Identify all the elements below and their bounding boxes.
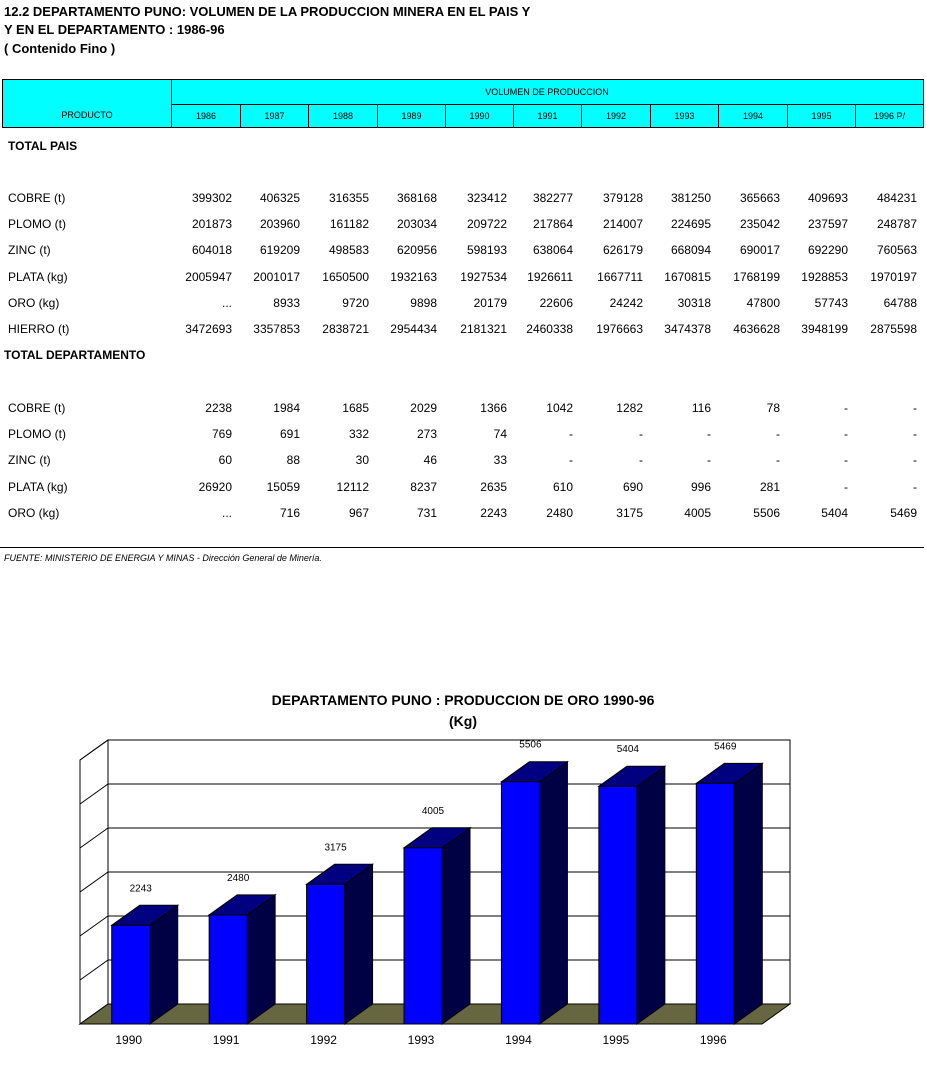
cell-value: 281 bbox=[759, 480, 780, 494]
cell-value: 237597 bbox=[807, 217, 848, 231]
cell-value: 1042 bbox=[546, 401, 573, 415]
cell-value: 1926611 bbox=[527, 270, 573, 284]
cell-value: 5469 bbox=[890, 506, 917, 520]
section-total-pais: TOTAL PAIS bbox=[8, 139, 78, 153]
bar-side bbox=[539, 762, 567, 1024]
cell-value: 638064 bbox=[532, 243, 573, 257]
cell-value: 1768199 bbox=[733, 270, 780, 284]
cell-value: 12112 bbox=[336, 480, 369, 494]
cell-value: 203034 bbox=[396, 217, 437, 231]
bar bbox=[599, 786, 637, 1024]
cell-value: 33 bbox=[493, 453, 507, 467]
cell-value: 690017 bbox=[739, 243, 780, 257]
bar-side bbox=[734, 763, 762, 1024]
cell-value: - bbox=[707, 427, 711, 441]
row-label: PLOMO (t) bbox=[8, 427, 67, 441]
cell-value: 30 bbox=[355, 453, 369, 467]
cell-value: 9898 bbox=[410, 296, 437, 310]
cell-value: 20179 bbox=[473, 296, 507, 310]
cell-value: 690 bbox=[622, 480, 643, 494]
bar-side bbox=[637, 766, 665, 1024]
cell-value: 161182 bbox=[329, 217, 369, 231]
cell-value: 3948199 bbox=[801, 322, 848, 336]
row-label: PLATA (kg) bbox=[8, 270, 68, 284]
cell-value: - bbox=[844, 453, 848, 467]
cell-value: 2460338 bbox=[526, 322, 573, 336]
cell-value: 2875598 bbox=[870, 322, 917, 336]
cell-value: 2238 bbox=[205, 401, 232, 415]
x-tick-label: 1995 bbox=[602, 1033, 630, 1047]
cell-value: 8237 bbox=[410, 480, 437, 494]
cell-value: 57743 bbox=[814, 296, 848, 310]
data-label: 5506 bbox=[519, 739, 542, 751]
cell-value: 399302 bbox=[191, 191, 232, 205]
bar bbox=[209, 915, 247, 1024]
cell-value: - bbox=[569, 427, 573, 441]
cell-value: 217864 bbox=[532, 217, 573, 231]
cell-value: 409693 bbox=[807, 191, 848, 205]
data-label: 2243 bbox=[129, 883, 152, 895]
cell-value: 382277 bbox=[532, 191, 573, 205]
bar bbox=[501, 782, 539, 1024]
row-label: HIERRO (t) bbox=[8, 322, 70, 336]
cell-value: 9720 bbox=[342, 296, 369, 310]
cell-value: 2005947 bbox=[185, 270, 232, 284]
cell-value: 8933 bbox=[273, 296, 300, 310]
cell-value: 2181321 bbox=[460, 322, 507, 336]
cell-value: 381250 bbox=[670, 191, 711, 205]
cell-value: 2001017 bbox=[253, 270, 300, 284]
cell-value: 30318 bbox=[677, 296, 711, 310]
year-header: 1996 P/ bbox=[855, 105, 923, 127]
cell-value: 3474378 bbox=[664, 322, 711, 336]
year-header: 1993 bbox=[650, 105, 718, 127]
cell-value: 235042 bbox=[739, 217, 780, 231]
cell-value: 1366 bbox=[480, 401, 507, 415]
row-label: PLOMO (t) bbox=[8, 217, 67, 231]
cell-value: 1927534 bbox=[460, 270, 507, 284]
cell-value: 406325 bbox=[259, 191, 300, 205]
year-header: 1987 bbox=[240, 105, 308, 127]
cell-value: 214007 bbox=[602, 217, 643, 231]
cell-value: 626179 bbox=[602, 243, 643, 257]
cell-value: 619209 bbox=[259, 243, 300, 257]
row-label: COBRE (t) bbox=[8, 401, 66, 415]
cell-value: 3472693 bbox=[185, 322, 232, 336]
x-tick-label: 1994 bbox=[505, 1033, 532, 1047]
row-label: COBRE (t) bbox=[8, 191, 66, 205]
x-tick-label: 1993 bbox=[407, 1033, 435, 1047]
row-label: ORO (kg) bbox=[8, 506, 60, 520]
cell-value: 323412 bbox=[466, 191, 507, 205]
source-note: FUENTE: MINISTERIO DE ENERGIA Y MINAS - Dirección General de Minería. bbox=[4, 553, 322, 563]
data-label: 3175 bbox=[324, 842, 347, 854]
cell-value: 4636628 bbox=[733, 322, 780, 336]
cell-value: 26920 bbox=[198, 480, 232, 494]
cell-value: 1650500 bbox=[322, 270, 369, 284]
cell-value: 2029 bbox=[410, 401, 437, 415]
cell-value: 88 bbox=[286, 453, 300, 467]
data-label: 2480 bbox=[227, 872, 250, 884]
cell-value: 2954434 bbox=[390, 322, 437, 336]
cell-value: - bbox=[639, 453, 643, 467]
row-label: PLATA (kg) bbox=[8, 480, 68, 494]
cell-value: 60 bbox=[218, 453, 232, 467]
cell-value: - bbox=[913, 427, 917, 441]
cell-value: 201873 bbox=[191, 217, 232, 231]
x-tick-label: 1992 bbox=[310, 1033, 337, 1047]
cell-value: 116 bbox=[691, 401, 711, 415]
cell-value: 365663 bbox=[739, 191, 780, 205]
table-title-line2: Y EN EL DEPARTAMENTO : 1986-96 bbox=[4, 22, 225, 37]
cell-value: 1282 bbox=[616, 401, 643, 415]
cell-value: 604018 bbox=[191, 243, 232, 257]
cell-value: 1667711 bbox=[597, 270, 643, 284]
year-header: 1989 bbox=[377, 105, 445, 127]
cell-value: 15059 bbox=[266, 480, 300, 494]
cell-value: 2480 bbox=[546, 506, 573, 520]
cell-value: 22606 bbox=[539, 296, 573, 310]
bar bbox=[112, 925, 150, 1024]
cell-value: - bbox=[844, 401, 848, 415]
cell-value: 4005 bbox=[684, 506, 711, 520]
cell-value: 1984 bbox=[273, 401, 300, 415]
table-title-line1: 12.2 DEPARTAMENTO PUNO: VOLUMEN DE LA PRODUCCION MINERA EN EL PAIS Y bbox=[4, 4, 531, 19]
cell-value: 716 bbox=[279, 506, 300, 520]
x-tick-label: 1990 bbox=[115, 1033, 143, 1047]
cell-value: 74 bbox=[493, 427, 507, 441]
cell-value: ... bbox=[221, 506, 232, 520]
year-header: 1995 bbox=[787, 105, 855, 127]
cell-value: 64788 bbox=[883, 296, 917, 310]
cell-value: - bbox=[844, 480, 848, 494]
row-label: ZINC (t) bbox=[8, 453, 51, 467]
cell-value: - bbox=[913, 401, 917, 415]
bar-side bbox=[442, 828, 470, 1024]
bar-side bbox=[345, 864, 373, 1024]
cell-value: 1932163 bbox=[390, 270, 437, 284]
year-header: 1990 bbox=[445, 105, 513, 127]
cell-value: 760563 bbox=[876, 243, 917, 257]
year-header: 1991 bbox=[513, 105, 581, 127]
row-label: ZINC (t) bbox=[8, 243, 51, 257]
cell-value: 368168 bbox=[396, 191, 437, 205]
volumen-header: VOLUMEN DE PRODUCCION bbox=[171, 80, 923, 105]
cell-value: 1976663 bbox=[596, 322, 643, 336]
cell-value: 498583 bbox=[328, 243, 369, 257]
cell-value: 1928853 bbox=[801, 270, 848, 284]
year-header: 1992 bbox=[581, 105, 650, 127]
cell-value: 379128 bbox=[602, 191, 643, 205]
year-header: 1988 bbox=[308, 105, 377, 127]
cell-value: - bbox=[776, 453, 780, 467]
cell-value: 78 bbox=[766, 401, 780, 415]
table-subtitle: ( Contenido Fino ) bbox=[4, 41, 116, 56]
cell-value: 209722 bbox=[466, 217, 507, 231]
bar bbox=[696, 783, 734, 1024]
cell-value: 731 bbox=[416, 506, 437, 520]
x-tick-label: 1991 bbox=[212, 1033, 240, 1047]
bar-side bbox=[247, 895, 275, 1024]
cell-value: - bbox=[707, 453, 711, 467]
cell-value: - bbox=[844, 427, 848, 441]
cell-value: 484231 bbox=[876, 191, 917, 205]
cell-value: 1670815 bbox=[664, 270, 711, 284]
bar-side bbox=[150, 905, 178, 1024]
cell-value: 3357853 bbox=[253, 322, 300, 336]
cell-value: 248787 bbox=[876, 217, 917, 231]
cell-value: - bbox=[776, 427, 780, 441]
bar bbox=[404, 848, 442, 1024]
cell-value: 24242 bbox=[609, 296, 643, 310]
cell-value: 996 bbox=[690, 480, 711, 494]
cell-value: 316355 bbox=[328, 191, 369, 205]
year-header: 1986 bbox=[171, 105, 240, 127]
cell-value: 47800 bbox=[746, 296, 780, 310]
cell-value: - bbox=[913, 480, 917, 494]
cell-value: ... bbox=[221, 296, 232, 310]
year-header: 1994 bbox=[718, 105, 787, 127]
cell-value: - bbox=[569, 453, 573, 467]
data-label: 5469 bbox=[714, 741, 737, 753]
cell-value: 668094 bbox=[670, 243, 711, 257]
cell-value: 5404 bbox=[821, 506, 848, 520]
producto-header-label: PRODUCTO bbox=[61, 110, 113, 120]
cell-value: 620956 bbox=[396, 243, 437, 257]
data-label: 4005 bbox=[421, 805, 445, 817]
cell-value: 692290 bbox=[807, 243, 848, 257]
cell-value: 224695 bbox=[670, 217, 711, 231]
cell-value: 5506 bbox=[753, 506, 780, 520]
cell-value: 967 bbox=[348, 506, 369, 520]
cell-value: - bbox=[639, 427, 643, 441]
row-label: ORO (kg) bbox=[8, 296, 60, 310]
cell-value: 769 bbox=[211, 427, 232, 441]
cell-value: 46 bbox=[423, 453, 437, 467]
data-label: 5404 bbox=[616, 744, 639, 756]
bar bbox=[307, 884, 345, 1024]
cell-value: 1685 bbox=[342, 401, 369, 415]
cell-value: 2635 bbox=[480, 480, 507, 494]
cell-value: 1970197 bbox=[870, 270, 917, 284]
section-total-departamento: TOTAL DEPARTAMENTO bbox=[4, 348, 146, 362]
chart-title: DEPARTAMENTO PUNO : PRODUCCION DE ORO 1990-96 bbox=[271, 692, 655, 708]
cell-value: 691 bbox=[279, 427, 300, 441]
cell-value: 2838721 bbox=[322, 322, 369, 336]
cell-value: 332 bbox=[348, 427, 369, 441]
cell-value: 203960 bbox=[259, 217, 300, 231]
chart-subtitle: (Kg) bbox=[449, 713, 477, 729]
cell-value: 598193 bbox=[466, 243, 507, 257]
cell-value: 3175 bbox=[616, 506, 643, 520]
cell-value: 273 bbox=[416, 427, 437, 441]
cell-value: 2243 bbox=[480, 506, 507, 520]
cell-value: 610 bbox=[552, 480, 573, 494]
cell-value: - bbox=[913, 453, 917, 467]
x-tick-label: 1996 bbox=[699, 1033, 727, 1047]
